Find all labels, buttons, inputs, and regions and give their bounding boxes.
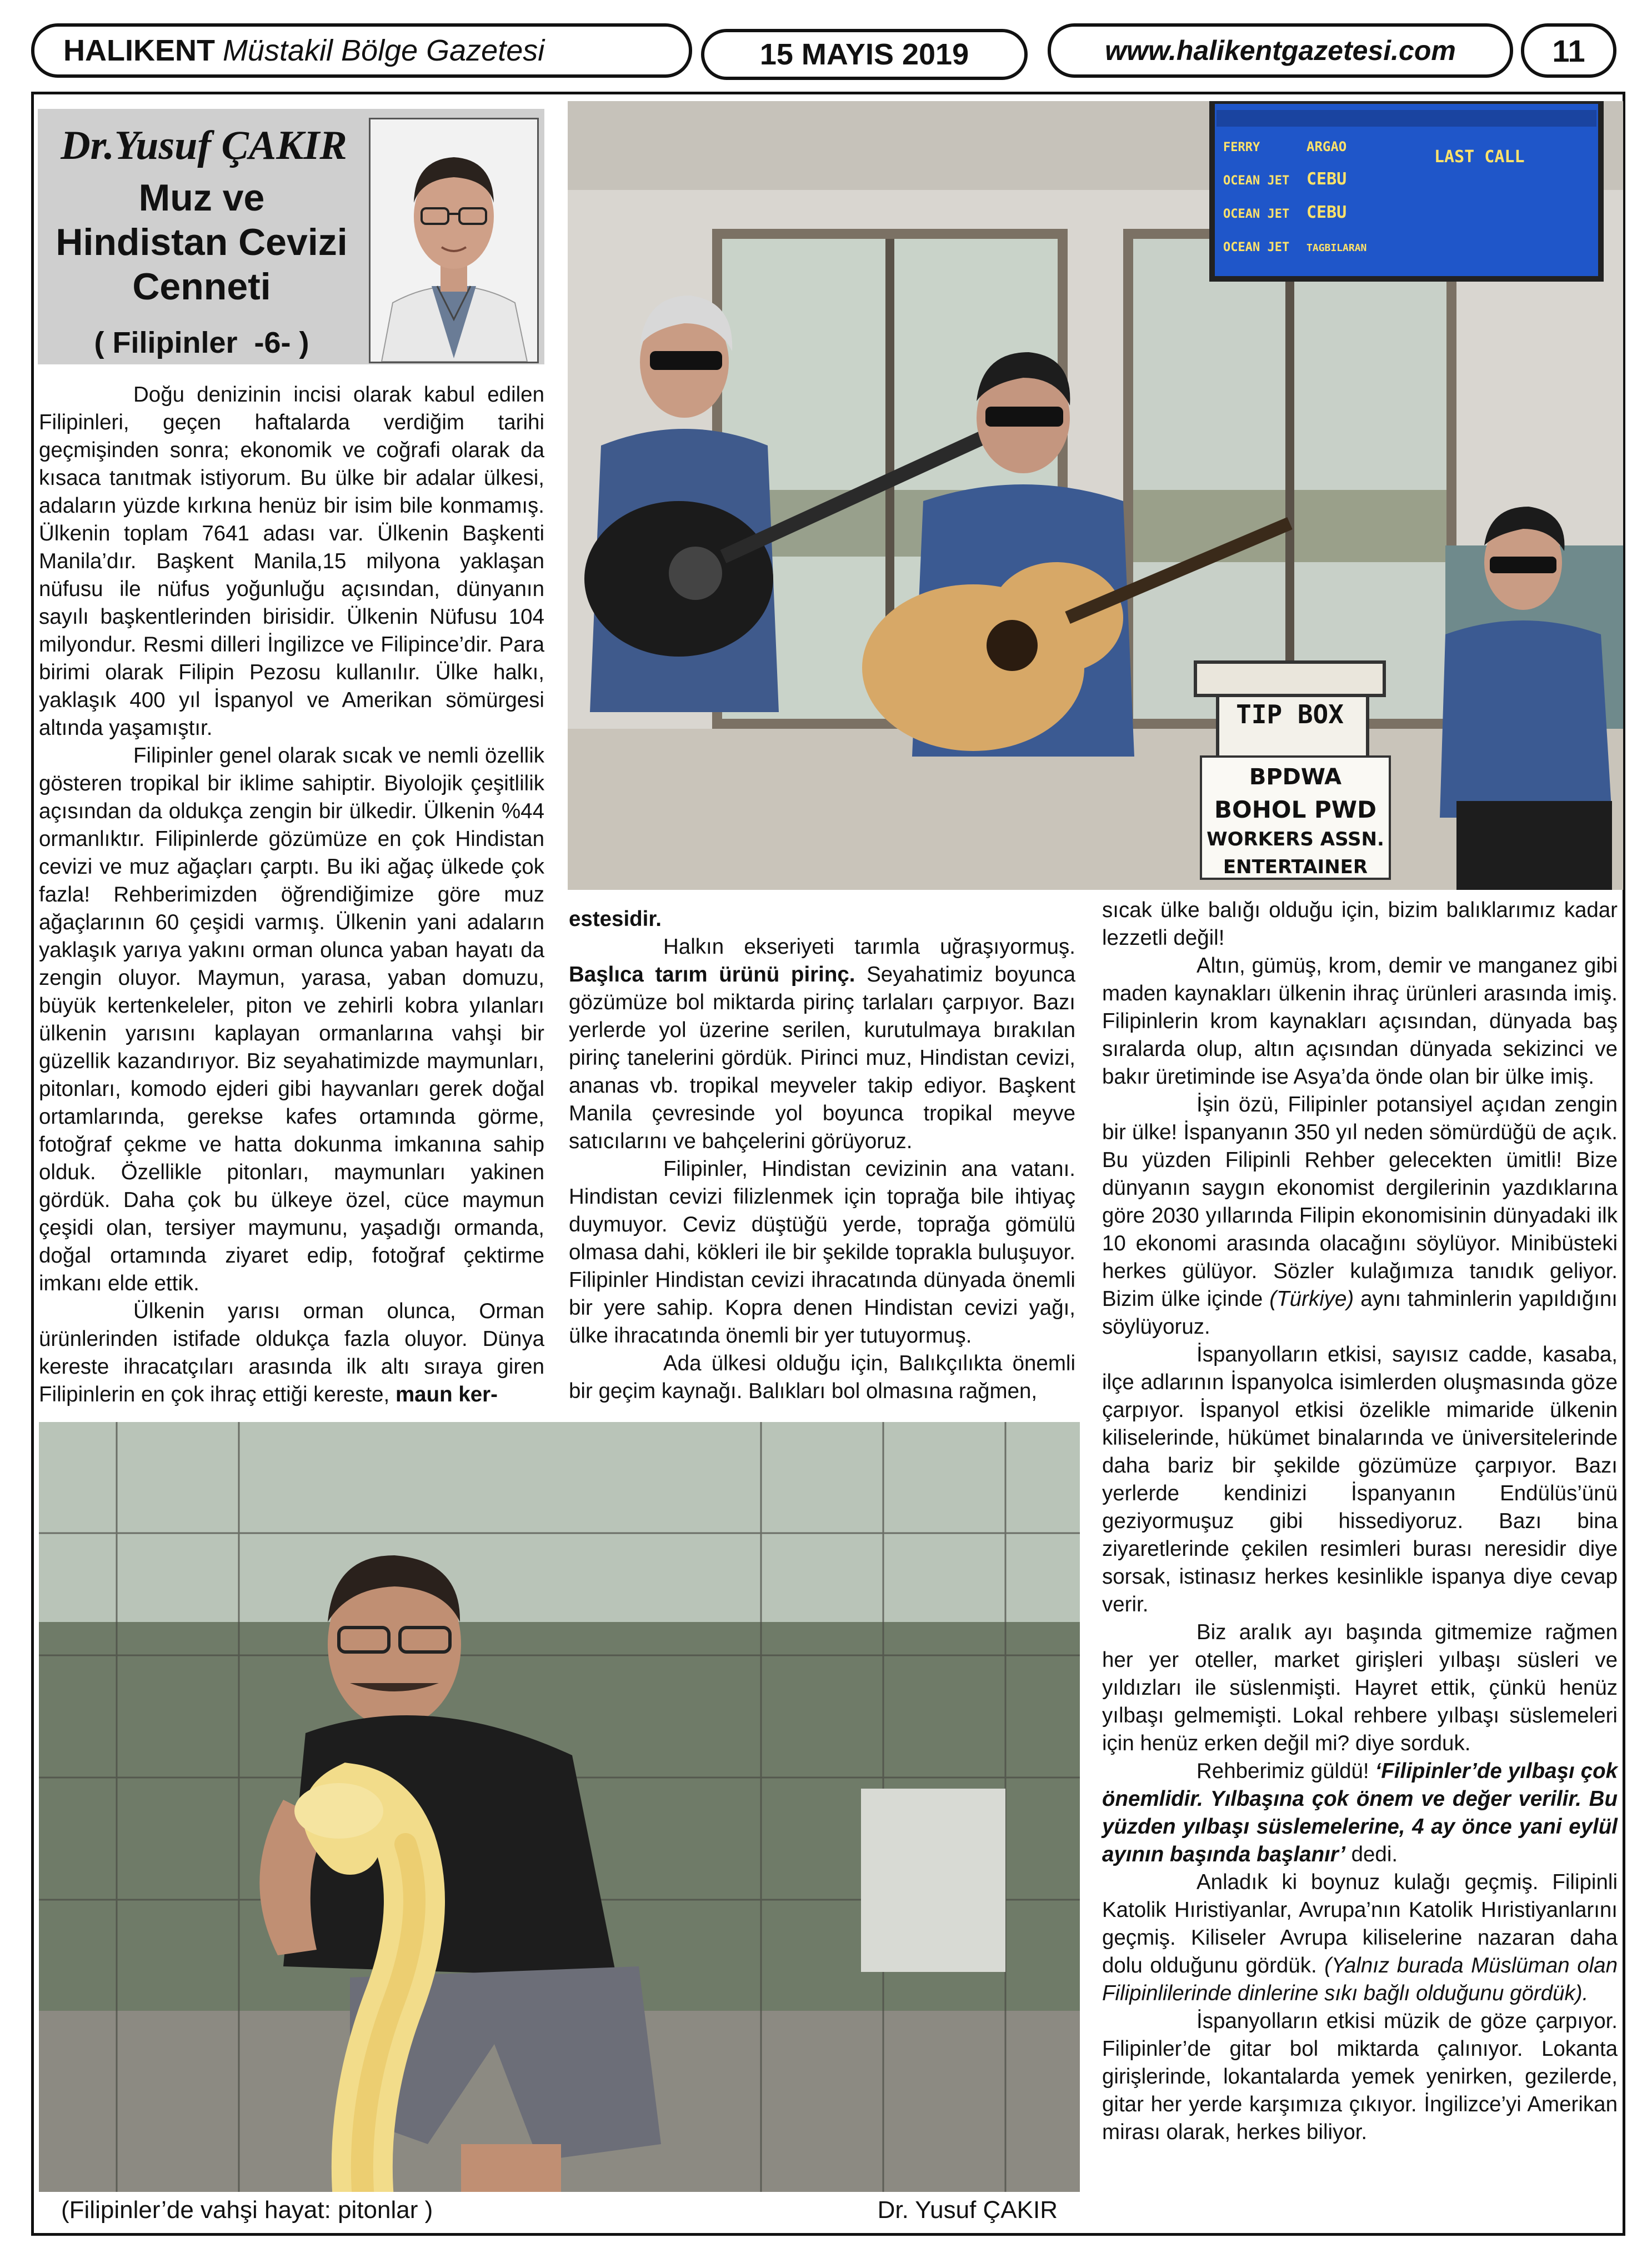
python-photo <box>39 1422 1080 2229</box>
col2-p1-rest: Seyahatimiz boyunca gözümüze bol miktarda pirinç tarlaları çarpıyor. Bazı yerlerde yol üzerine serilen, kurutulmaya bırakılan pirinç tanelerini gördük. Pirinci muz, Hindistan cevizi, ananas vb. tropikal meyveler takip ediyor. Başkent Manila çevresinde yol boyunca tropikal meyve satıcılarını ve bahçelerini görüyoruz. <box>569 963 1075 1153</box>
screen-row-1-status: LAST CALL <box>1434 147 1525 167</box>
col3-p3-b: aynı tahminlerin yapıldığını söylüyoruz. <box>1102 1287 1618 1339</box>
photo-credit: Dr. Yusuf ÇAKIR <box>877 2196 1058 2224</box>
column-2 <box>569 905 1075 1405</box>
issue-date: 15 MAYIS 2019 <box>759 38 969 71</box>
col2-paragraph-3: Ada ülkesi olduğu için, Balıkçılıkta önemli bir geçim kaynağı. Balıkları bol olmasına rağmen, <box>569 1351 1075 1403</box>
col3-paragraph-5: Biz aralık ayı başında gitmemize rağmen her yer oteller, market girişleri yılbaşı süsleri ve yıldızları ile süslenmişti. Hayret ettik, çünkü henüz yılbaşı gelmemişti. Lokal rehbere yılbaşı süslemeleri için henüz erken değil mi? diye sorduk. <box>1102 1620 1618 1755</box>
col3-paragraph-2: Altın, gümüş, krom, demir ve manganez gibi maden kaynakları ülkenin ihraç ürünleri arasında imiş. Filipinlerin krom kaynakları açısından, dünyada baş sıralarda olup, altın açısından dünyada sekizinci ve bakır üretiminde ise Asya’da önde olan bir ülke imiş. <box>1102 954 1618 1089</box>
col2-p1-bold: Başlıca tarım ürünü pirinç. <box>569 963 855 987</box>
sign-line-4: ENTERTAINER <box>1223 856 1368 878</box>
photo-caption-bar <box>39 2192 1080 2229</box>
article-title <box>43 176 360 309</box>
col3-paragraph-8: İspanyolların etkisi müzik de göze çarpıyor. Filipinler’de gitar bol miktarda çalınıyor. Lokanta girişlerinde, lokantalarda yemek yenirken, gezilerde, gitar her yerde karşımıza çıkıyor. İngilizce’yi Amerikan mirası olarak, herkes biliyor. <box>1102 2009 1618 2144</box>
col1-paragraph-1: Doğu denizinin incisi olarak kabul edilen Filipinleri, geçen haftalarda verdiğim tarihi geçmişinden sonra; ekonomik ve coğrafi olarak da kısaca tanıtmak istiyorum. Bu ülke bir adalar ülkesi, adaların yüzde kırkına henüz bir isim bile konmamış. Ülkenin toplam 7641 adası var. Ülkenin Başkenti Manila’dır. Başkent Manila,15 milyona yaklaşan nüfusu ile nüfus yoğunluğu açısından, dünyanın sayılı başkentlerinden birisidir. Ülkenin Nüfusu 104 milyondur. Resmi dilleri İngilizce ve Filipince’dir. Para birimi olarak Filipin Pezosu kullanılır. Ülke halkı, yaklaşık 400 yıl İspanyol ve Amerikan sömürgesi altında yaşamıştır. <box>39 383 544 740</box>
sign-line-2: BOHOL PWD <box>1214 796 1376 823</box>
masthead-pill <box>31 23 692 78</box>
website-link[interactable]: www.halikentgazetesi.com <box>1105 35 1456 66</box>
col3-p7-italic: (Yalnız burada Müslüman olan Filipinlilerinde dinlerine sıkı bağlı olduğunu gördük). <box>1102 1954 1618 2005</box>
col1-paragraph-3-text: Ülkenin yarısı orman olunca, Orman ürünlerinden istifade oldukça fazla oluyor. Dünya kereste ihracatçıları arasında ilk altı sıraya giren Filipinlerin en çok ihraç ettiği kereste, <box>39 1299 544 1406</box>
paper-name: HALIKENT <box>63 34 215 67</box>
col3-paragraph-7 <box>1102 1869 1618 2007</box>
website-pill <box>1048 23 1513 78</box>
col2-p1-start: Halkın ekseriyeti tarımla uğraşıyormuş. <box>663 935 1075 959</box>
photo-caption: (Filipinler’de vahşi hayat: pitonlar ) <box>61 2196 433 2224</box>
author-title-box <box>38 109 544 364</box>
screen-row-4-destination: TAGBILARAN <box>1306 242 1367 254</box>
column-1 <box>39 381 544 1409</box>
col3-paragraph-4: İspanyolların etkisi, sayısız cadde, kasaba, ilçe adlarının İspanyolca isimlerden oluşmasında göze çarpıyor. İspanyol etkisi özelikle mimaride ülkenin kiliselerinde, hükümet binalarında ve üniversitelerinde daha bariz bir şekilde gözümüze çarpıyor. Bazı yerlerde kendinizi İspanyanın Endülüs’ünü geziyormuşuz gibi hissediyoruz. Bazı bina ziyaretlerinde çekilen resimleri burası neresidir diye sorsak, istinasız herkes kesinlikle ispanya diye cevap verir. <box>1102 1343 1618 1616</box>
title-line-3: Cenneti <box>132 266 271 308</box>
col3-p3-italic: (Türkiye) <box>1269 1287 1354 1311</box>
col3-paragraph-6 <box>1102 1758 1618 1869</box>
screen-row-1-destination: ARGAO <box>1306 139 1347 154</box>
col3-p6-bold-quote: ‘Filipinler’de yılbaşı çok önemlidir. Yılbaşına çok önem ve değer verilir. Bu yüzden yılbaşı süslemelerine, 4 ay önce yani eylül ayının başında başlanır’ <box>1102 1759 1618 1866</box>
author-portrait <box>369 118 539 363</box>
col3-paragraph-3 <box>1102 1091 1618 1341</box>
date-pill <box>701 29 1028 80</box>
page-number-pill <box>1521 23 1616 78</box>
musicians-photo <box>568 101 1623 890</box>
sign-line-1: BPDWA <box>1249 764 1342 790</box>
title-line-2: Hindistan Cevizi <box>56 221 348 263</box>
tip-box-label: TIP BOX <box>1236 699 1344 729</box>
series-label: ( Filipinler -6- ) <box>94 326 309 359</box>
screen-row-2-vessel: OCEAN JET <box>1223 174 1290 188</box>
page-number: 11 <box>1552 33 1585 68</box>
screen-row-3-destination: CEBU <box>1306 203 1347 222</box>
col1-paragraph-3 <box>39 1298 544 1409</box>
screen-row-2-destination: CEBU <box>1306 169 1347 189</box>
col2-continuation <box>569 905 1075 933</box>
col2-paragraph-2: Filipinler, Hindistan cevizinin ana vatanı. Hindistan cevizi filizlenmek için toprağa bile ihtiyaç duymuyor. Ceviz düştüğü yerde, toprağa gömülü olmasa dahi, kökleri ile bir şekilde toprakla buluşuyor. Filipinler Hindistan cevizi ihracatında dünyada önemli bir yere sahip. Kopra denen Hindistan cevizi yağı, ülke ihracatında önemli bir yer tutuyormuş. <box>569 1157 1075 1348</box>
col1-bold-tail: maun ker- <box>395 1383 498 1406</box>
col1-paragraph-2: Filipinler genel olarak sıcak ve nemli özellik gösteren tropikal bir iklime sahiptir. Biyolojik çeşitlilik açısından da oldukça zengin bir ülkedir. Ülkenin %44 ormanlıktır. Filipinlerde gözümüze en çok Hindistan cevizi ve muz ağaçları çarptı. Bu iki ağaç ülkede çok fazla! Rehberimizden öğrendiğimize göre muz ağaçlarının 60 çeşidi varmış. Ülkenin yani adaların yaklaşık yarıya yakını orman olunca yaban hayatı da zengin oluyor. Maymun, yarasa, yaban domuzu, büyük kertenkeleler, piton ve zehirli kobra yılanları ülkenin yarısını kaplayan ormanlarına vahşi bir güzellik kazandırıyor. Biz seyahatimizde maymunları, pitonları, komodo ejderi gibi hayvanları gerek doğal ortamlarında, gerekse kafes ortamında görme, fotoğraf çekme ve hatta dokunma imkanına sahip olduk. Özellikle pitonları, maymunları yakinen gördük. Daha çok bu ülkeye özel, cüce maymun çeşidi olan, tersiyer maymunu, yaşadığı ormanda, doğal ortamında ziyaret edip, fotoğraf çektirme imkanı elde ettik. <box>39 744 544 1295</box>
col3-p3-a: İşin özü, Filipinler potansiyel açıdan zengin bir ülke! İspanyanın 350 yıl neden sömürdüğü de açık. Bu yüzden Filipinli Rehber gelecekten ümitli! Bize dünyanın saygın ekonomist dergilerinin yazdıklarına göre 2030 yıllarında Filipin ekonomisinin dünyadaki ilk 10 ekonomi arasında olacağını söylüyor. Minibüsteki herkes gülüyor. Sözler kulağımıza tanıdık geliyor. Bizim ülke içinde <box>1102 1093 1618 1311</box>
screen-row-3-vessel: OCEAN JET <box>1223 207 1290 221</box>
col3-p6-a: Rehberimiz güldü! <box>1197 1759 1369 1783</box>
paper-subtitle: Müstakil Bölge Gazetesi <box>222 34 545 67</box>
col2-paragraph-1 <box>569 933 1075 1155</box>
col3-p6-b: dedi. <box>1351 1843 1398 1866</box>
screen-row-4-vessel: OCEAN JET <box>1223 241 1290 254</box>
screen-row-1-vessel: FERRY <box>1223 141 1260 154</box>
title-line-1: Muz ve <box>138 177 265 219</box>
col3-paragraph-1: sıcak ülke balığı olduğu için, bizim balıklarımız kadar lezzetli değil! <box>1102 898 1618 950</box>
author-name: Dr.Yusuf ÇAKIR <box>61 123 347 168</box>
col2-bold-head: estesidir. <box>569 907 662 931</box>
col3-p7-a: Anladık ki boynuz kulağı geçmiş. Filipinli Katolik Hıristiyanlar, Avrupa’nın Katolik Hıristiyanlarını geçmiş. Kiliseler Avrupa kiliselerine nazaran daha dolu olduğunu gördük. <box>1102 1870 1618 1977</box>
column-3 <box>1102 897 1618 2146</box>
sign-line-3: WORKERS ASSN. <box>1207 828 1384 850</box>
